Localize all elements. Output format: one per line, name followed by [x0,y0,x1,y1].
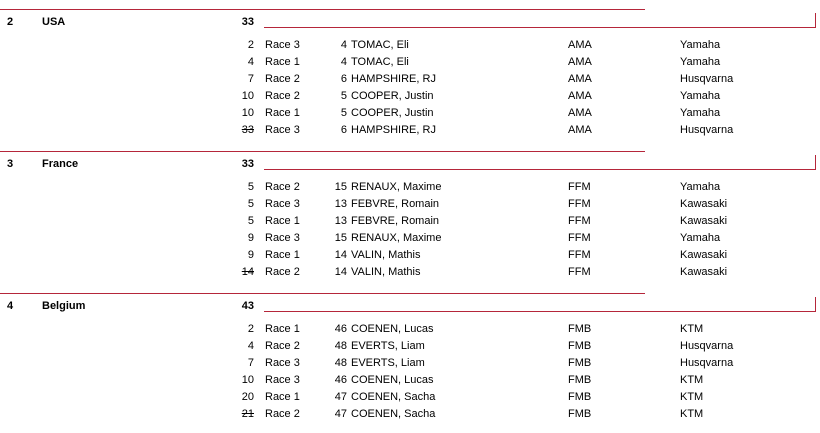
result-row [0,180,820,197]
team-rank: 4 [7,300,14,312]
race-name: Race 2 [265,266,300,278]
federation: AMA [568,107,592,119]
rider-number: 14 [334,266,347,278]
federation: AMA [568,56,592,68]
race-name: Race 2 [265,181,300,193]
race-score: 9 [247,249,254,261]
motorcycle-make: Husqvarna [680,124,734,136]
motorcycle-make: Kawasaki [680,249,728,261]
race-score: 10 [241,90,254,102]
rider-number: 48 [334,357,347,369]
rider-name: COOPER, Justin [351,90,434,102]
result-row [0,265,820,282]
dropped-score: 33 [241,124,254,136]
rider-name: COENEN, Sacha [351,391,436,403]
motorcycle-make: Yamaha [680,232,721,244]
race-score: 7 [247,73,254,85]
rider-name: HAMPSHIRE, RJ [351,73,436,85]
federation: FMB [568,323,592,335]
federation: FFM [568,232,591,244]
team-total-points: 43 [241,300,254,312]
race-name: Race 1 [265,323,300,335]
motorcycle-make: KTM [680,408,704,420]
race-score: 9 [247,232,254,244]
race-name: Race 3 [265,124,300,136]
motorcycle-make: Yamaha [680,107,721,119]
federation: FFM [568,249,591,261]
team-divider [0,293,645,294]
team-total-points: 33 [241,16,254,28]
team-rank: 3 [7,158,14,170]
result-row [0,390,820,407]
motorcycle-make: Husqvarna [680,357,734,369]
race-name: Race 1 [265,249,300,261]
result-row [0,106,820,123]
race-name: Race 2 [265,408,300,420]
motorcycle-make: Kawasaki [680,198,728,210]
rider-number: 5 [340,107,347,119]
federation: FFM [568,181,591,193]
motorcycle-make: KTM [680,323,704,335]
race-name: Race 3 [265,374,300,386]
rider-name: COOPER, Justin [351,107,434,119]
race-score: 5 [247,215,254,227]
race-score: 10 [241,374,254,386]
team-bracket [264,155,816,170]
rider-number: 15 [334,232,347,244]
race-score: 5 [247,198,254,210]
result-row [0,55,820,72]
federation: FFM [568,215,591,227]
race-score: 7 [247,357,254,369]
federation: AMA [568,39,592,51]
rider-number: 47 [334,391,347,403]
result-row [0,123,820,140]
federation: AMA [568,124,592,136]
federation: FFM [568,198,591,210]
rider-number: 46 [334,323,347,335]
rider-number: 47 [334,408,347,420]
team-block [0,293,820,433]
race-name: Race 1 [265,56,300,68]
rider-number: 14 [334,249,347,261]
rider-name: VALIN, Mathis [351,266,421,278]
team-divider [0,151,645,152]
race-score: 10 [241,107,254,119]
team-total-points: 33 [241,158,254,170]
race-name: Race 2 [265,73,300,85]
motorcycle-make: Kawasaki [680,266,728,278]
race-name: Race 3 [265,232,300,244]
rider-name: TOMAC, Eli [351,56,409,68]
race-name: Race 3 [265,39,300,51]
race-score: 2 [247,39,254,51]
rider-number: 48 [334,340,347,352]
rider-number: 4 [340,56,347,68]
team-country: France [42,158,79,170]
federation: FMB [568,391,592,403]
motorcycle-make: Yamaha [680,90,721,102]
federation: FMB [568,357,592,369]
dropped-score: 14 [241,266,254,278]
team-country: USA [42,16,66,28]
race-name: Race 3 [265,357,300,369]
race-name: Race 1 [265,215,300,227]
race-score: 20 [241,391,254,403]
result-row [0,356,820,373]
team-divider [0,9,645,10]
team-rank: 2 [7,16,14,28]
race-score: 5 [247,181,254,193]
team-country: Belgium [42,300,86,312]
result-row [0,339,820,356]
rider-name: RENAUX, Maxime [351,232,442,244]
race-score: 4 [247,56,254,68]
motorcycle-make: Husqvarna [680,340,734,352]
motorcycle-make: KTM [680,374,704,386]
result-row [0,38,820,55]
motorcycle-make: Yamaha [680,39,721,51]
result-row [0,197,820,214]
motorcycle-make: Kawasaki [680,215,728,227]
federation: FMB [568,408,592,420]
motorcycle-make: Husqvarna [680,73,734,85]
race-name: Race 1 [265,107,300,119]
federation: FFM [568,266,591,278]
rider-number: 46 [334,374,347,386]
race-name: Race 2 [265,340,300,352]
team-block [0,9,820,149]
rider-name: EVERTS, Liam [351,340,425,352]
rider-number: 5 [340,90,347,102]
result-row [0,231,820,248]
rider-name: RENAUX, Maxime [351,181,442,193]
rider-number: 6 [340,73,347,85]
federation: FMB [568,340,592,352]
federation: AMA [568,73,592,85]
race-name: Race 3 [265,198,300,210]
team-bracket [264,13,816,28]
motorcycle-make: KTM [680,391,704,403]
dropped-score: 21 [241,408,254,420]
race-score: 2 [247,323,254,335]
result-row [0,72,820,89]
rider-number: 4 [340,39,347,51]
rider-name: COENEN, Lucas [351,374,434,386]
rider-number: 13 [334,198,347,210]
rider-number: 13 [334,215,347,227]
result-row [0,214,820,231]
rider-name: FEBVRE, Romain [351,198,440,210]
rider-number: 15 [334,181,347,193]
race-name: Race 2 [265,90,300,102]
federation: FMB [568,374,592,386]
rider-name: COENEN, Sacha [351,408,436,420]
rider-name: EVERTS, Liam [351,357,425,369]
result-row [0,248,820,265]
rider-name: FEBVRE, Romain [351,215,440,227]
rider-name: COENEN, Lucas [351,323,434,335]
result-row [0,322,820,339]
federation: AMA [568,90,592,102]
race-score: 4 [247,340,254,352]
race-name: Race 1 [265,391,300,403]
result-row [0,89,820,106]
rider-number: 6 [340,124,347,136]
motorcycle-make: Yamaha [680,181,721,193]
team-bracket [264,297,816,312]
rider-name: HAMPSHIRE, RJ [351,124,436,136]
motorcycle-make: Yamaha [680,56,721,68]
result-row [0,373,820,390]
rider-name: VALIN, Mathis [351,249,421,261]
team-block [0,151,820,291]
rider-name: TOMAC, Eli [351,39,409,51]
result-row [0,407,820,424]
